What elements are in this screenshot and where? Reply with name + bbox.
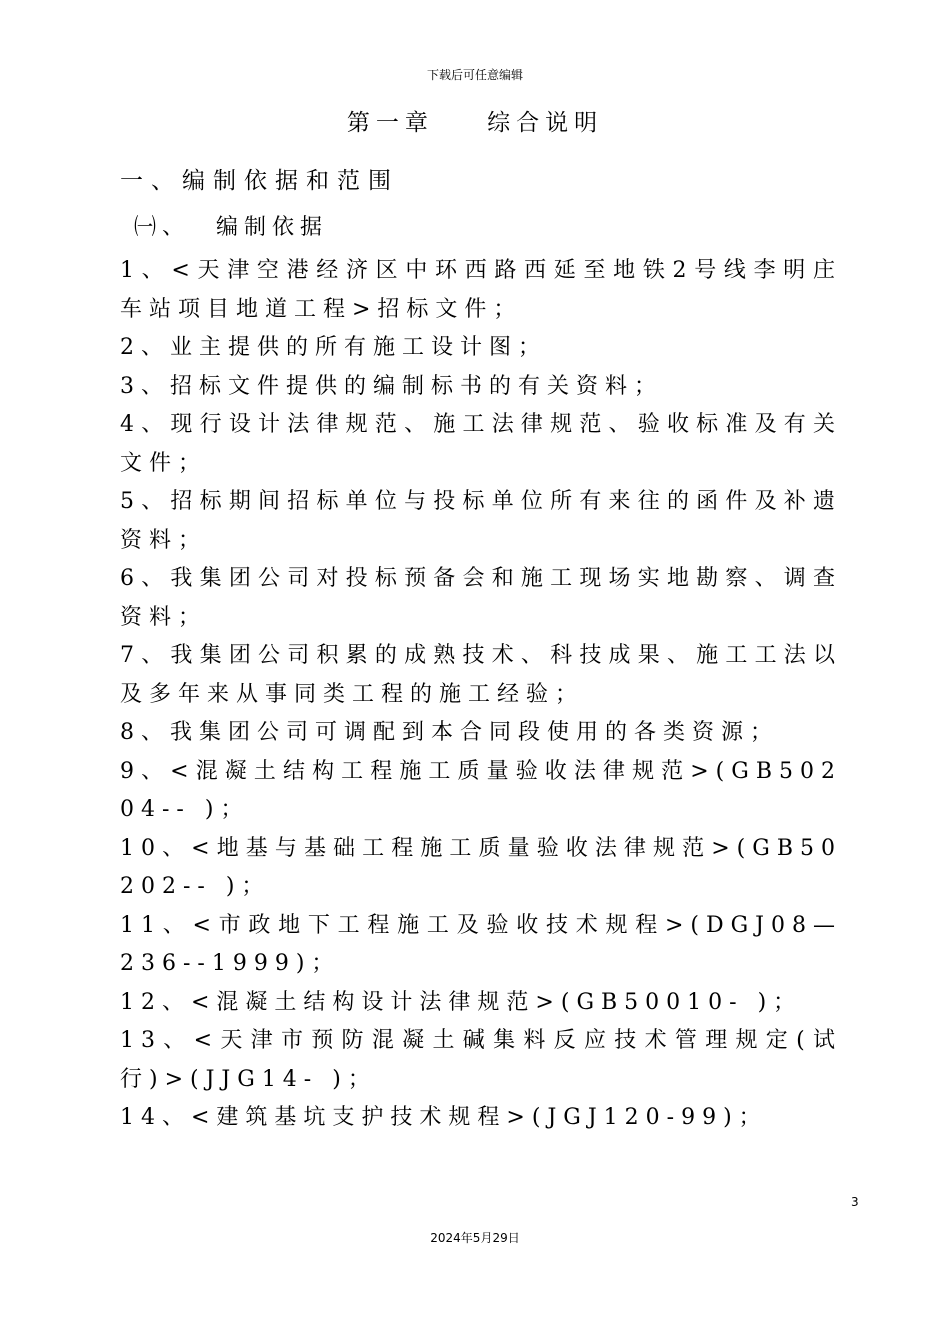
list-item: 2、业主提供的所有施工设计图； [120,335,547,360]
list-item: 8、我集团公司可调配到本合同段使用的各类资源； [120,720,779,745]
footer-date: 2024年5月29日 [430,1231,520,1245]
chapter-title: 第一章 综合说明 [346,110,604,136]
list-item: 3、招标文件提供的编制标书的有关资料； [120,373,663,399]
list-item: 10、<地基与基础工程施工质量验收法律规范>(GB50202-- )； [120,835,842,899]
list-item: 12、<混凝土结构设计法律规范>(GB50010- )； [120,989,803,1015]
list-item: 9、<混凝土结构工程施工质量验收法律规范>(GB50204-- )； [120,758,842,822]
basis-list [120,252,842,1138]
list-item: 13、<天津市预防混凝土碱集料反应技术管理规定(试行)>(JJG14- )； [120,1028,842,1092]
list-item: 1、<天津空港经济区中环西路西延至地铁2号线李明庄车站项目地道工程>招标文件； [120,258,842,322]
page-header-note: 下载后可任意编辑 [426,68,523,82]
section-heading: 一、编制依据和范围 [120,168,399,194]
subsection-heading: ㈠、 编制依据 [134,215,328,240]
list-item: 7、我集团公司积累的成熟技术、科技成果、施工工法以及多年来从事同类工程的施工经验； [120,643,842,707]
list-item: 4、现行设计法律规范、施工法律规范、验收标准及有关文件； [120,412,842,476]
list-item: 6、我集团公司对投标预备会和施工现场实地勘察、调查资料； [120,566,842,630]
page-number: 3 [851,1195,859,1209]
list-item: 14、<建筑基坑支护技术规程>(JGJ120-99)； [120,1105,768,1130]
list-item: 5、招标期间招标单位与投标单位所有来往的函件及补遗资料； [120,489,842,553]
list-item: 11、<市政地下工程施工及验收技术规程>(DGJ08—236--1999)； [120,912,842,976]
